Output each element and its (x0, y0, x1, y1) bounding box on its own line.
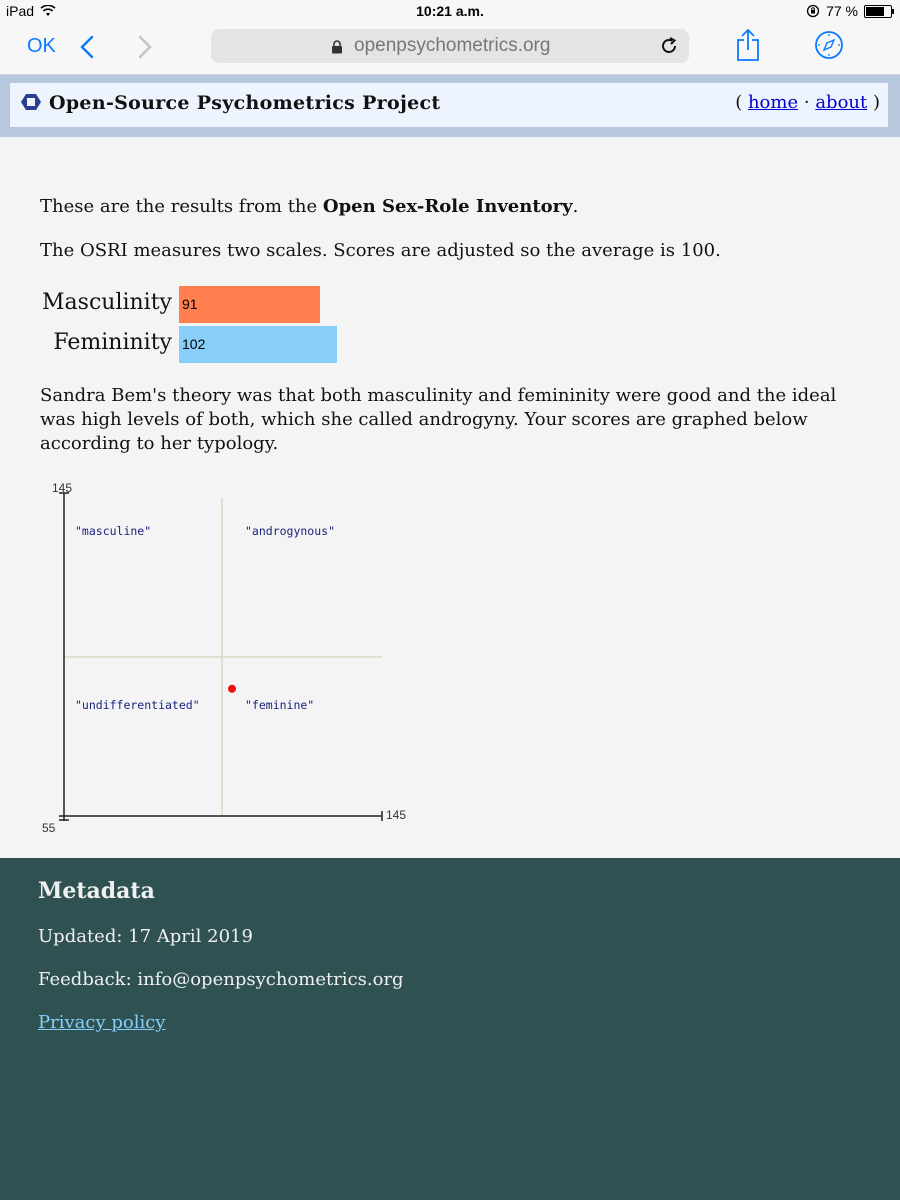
scales-text: The OSRI measures two scales. Scores are adjusted so the average is 100. (40, 240, 721, 261)
orientation-lock-icon (806, 4, 820, 18)
battery-percent: 77 % (826, 3, 858, 19)
compass-icon[interactable] (814, 30, 844, 60)
origin-label: 55 (42, 821, 56, 835)
intro-suffix: . (572, 196, 579, 217)
nav-open-paren: ( (735, 92, 743, 113)
url-text: openpsychometrics.org (354, 35, 551, 56)
masculinity-bar (179, 286, 320, 323)
quadrant-label-feminine: "feminine" (245, 698, 315, 712)
done-button[interactable]: OK (27, 35, 56, 57)
metadata-title: Metadata (38, 878, 155, 904)
quadrant-label-masculine: "masculine" (75, 524, 152, 538)
score-point (228, 685, 236, 693)
intro-text (40, 196, 578, 217)
lock-icon (331, 40, 343, 54)
site-logo-icon (20, 93, 42, 111)
inventory-name: Open Sex-Role Inventory (322, 196, 573, 217)
quadrant-label-androgynous: "androgynous" (245, 524, 336, 538)
clock: 10:21 a.m. (416, 3, 484, 19)
typology-chart (36, 478, 416, 840)
share-icon[interactable] (735, 28, 761, 62)
footer (0, 858, 900, 1200)
status-bar (0, 0, 900, 24)
device-name: iPad (6, 3, 35, 19)
nav-close-paren: ) (872, 92, 880, 113)
forward-icon[interactable] (136, 34, 154, 60)
header-nav (735, 92, 880, 113)
battery-icon (864, 5, 892, 18)
femininity-value: 102 (182, 336, 206, 352)
about-link[interactable]: about (815, 92, 868, 113)
feedback-email: Feedback: info@openpsychometrics.org (38, 969, 404, 990)
y-max-label: 145 (52, 481, 73, 495)
address-bar[interactable] (211, 29, 689, 63)
masculinity-label: Masculinity (42, 290, 172, 315)
nav-separator: · (803, 92, 810, 113)
quadrant-label-undifferentiated: "undifferentiated" (75, 698, 200, 712)
site-title[interactable]: Open-Source Psychometrics Project (49, 92, 441, 114)
masculinity-value: 91 (182, 296, 198, 312)
back-icon[interactable] (78, 34, 96, 60)
site-header (0, 75, 900, 137)
theory-text: Sandra Bem's theory was that both masculinity and femininity were good and the ideal was high levels of both, which she called androgyny. Your scores are graphed below according to her typology. (40, 385, 837, 454)
browser-toolbar (0, 24, 900, 75)
x-max-label: 145 (386, 808, 407, 822)
updated-date: Updated: 17 April 2019 (38, 926, 253, 947)
home-link[interactable]: home (747, 92, 799, 113)
femininity-label: Femininity (53, 330, 172, 355)
privacy-policy-link[interactable]: Privacy policy (38, 1012, 166, 1033)
femininity-bar (179, 326, 337, 363)
reload-icon[interactable] (659, 36, 679, 56)
intro-prefix: These are the results from the (40, 196, 323, 217)
